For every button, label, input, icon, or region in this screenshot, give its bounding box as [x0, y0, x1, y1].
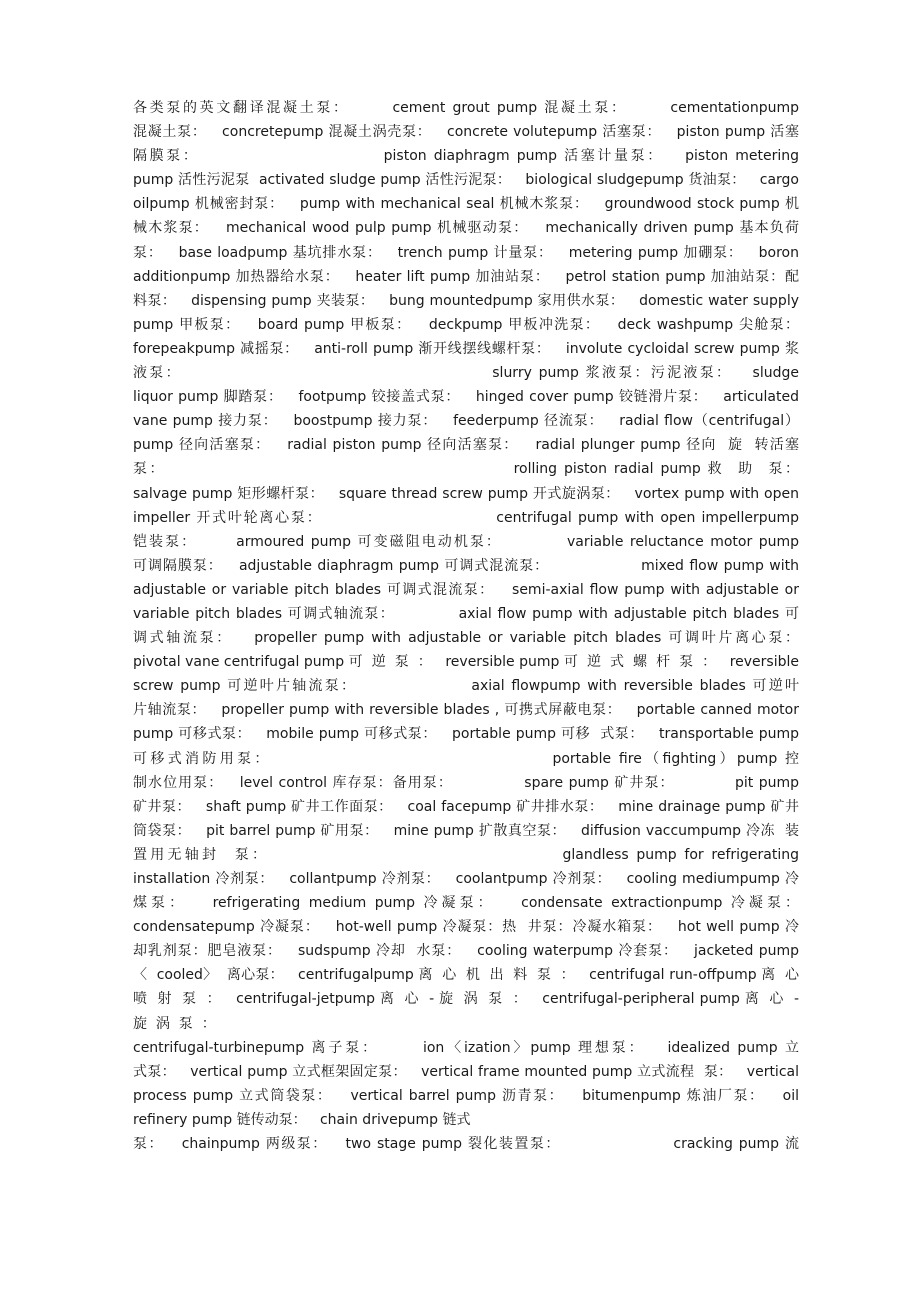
text-line: 铠装泵： armoured pump 可变磁阻电动机泵： variable reluctance motor pump	[133, 533, 799, 550]
text-line: 可调隔膜泵： adjustable diaphragm pump 可调式混流泵： mixed flow pump with	[133, 557, 799, 574]
text-line: 片轴流泵： propeller pump with reversible blades , 可携式屏蔽电泵： portable canned motor	[133, 702, 799, 719]
text-line: 喷 射 泵 ： centrifugal-jetpump 离 心 - 旋 涡 泵 ： centrifugal-peripheral pump 离 心 -	[133, 991, 799, 1008]
text-line: screw pump 可逆叶片轴流泵： axial flowpump with reversible blades 可逆叶	[133, 678, 799, 695]
text-line: 泵： rolling piston radial pump 救 助 泵：	[133, 461, 799, 478]
text-line: 各类泵的英文翻译混凝土泵： cement grout pump 混凝土泵： cementationpump	[133, 100, 799, 116]
text-line: 泵： base loadpump 基坑排水泵： trench pump 计量泵： metering pump 加硼泵： boron	[133, 244, 799, 261]
text-line: pump 可移式泵： mobile pump 可移式泵： portable pump 可移 式泵： transportable pump	[133, 726, 799, 743]
text-line: 可移式消防用泵： portable fire（fighting）pump 控	[133, 750, 799, 767]
text-line: liquor pump 脚踏泵： footpump 铰接盖式泵： hinged cover pump 铰链滑片泵： articulated	[133, 389, 799, 406]
text-line: 却乳剂泵：肥皂液泵： sudspump 冷却 水泵： cooling waterpump 冷套泵： jacketed pump	[133, 943, 799, 960]
text-line: pivotal vane centrifugal pump 可 逆 泵 ： reversible pump 可 逆 式 螺 杆 泵 ： reversible	[133, 654, 799, 671]
text-line: 混凝土泵： concretepump 混凝土涡壳泵： concrete volutepump 活塞泵： piston pump 活塞	[133, 124, 799, 141]
text-line: 矿井泵： shaft pump 矿井工作面泵： coal facepump 矿井排水泵： mine drainage pump 矿井	[133, 798, 799, 815]
text-line: 筒袋泵： pit barrel pump 矿用泵： mine pump 扩散真空泵： diffusion vaccumpump 冷冻 装	[133, 822, 799, 839]
text-line: 煤泵： refrigerating medium pump 冷凝泵： condensate extractionpump 冷凝泵：	[133, 895, 799, 912]
text-line: 调式轴流泵： propeller pump with adjustable or variable pitch blades 可调叶片离心泵：	[133, 630, 799, 647]
text-line: 液泵： slurry pump 浆液泵：污泥液泵： sludge	[133, 365, 799, 382]
text-line: refinery pump 链传动泵： chain drivepump 链式	[133, 1111, 471, 1128]
text-line: variable pitch blades 可调式轴流泵： axial flow pump with adjustable pitch blades 可	[133, 605, 799, 622]
text-line: 械木浆泵： mechanical wood pulp pump 机械驱动泵： mechanically driven pump 基本负荷	[133, 220, 799, 237]
text-line: adjustable or variable pitch blades 可调式混流泵： semi-axial flow pump with adjustable or	[133, 581, 799, 598]
text-line: salvage pump 矩形螺杆泵： square thread screw pump 开式旋涡泵： vortex pump with open	[133, 485, 799, 502]
text-line: process pump 立式筒袋泵： vertical barrel pump 沥青泵： bitumenpump 炼油厂泵： oil	[133, 1087, 799, 1104]
text-line: 旋 涡 泵 ：	[133, 1015, 216, 1032]
text-line: 〈 cooled〉 离心泵： centrifugalpump 离 心 机 出 料 泵 ： centrifugal run-offpump 离 心	[133, 967, 799, 984]
text-line: 隔膜泵： piston diaphragm pump 活塞计量泵： piston metering	[133, 148, 799, 165]
text-line: impeller 开式叶轮离心泵： centrifugal pump with open impellerpump	[133, 509, 799, 526]
text-line: additionpump 加热器给水泵： heater lift pump 加油站泵： petrol station pump 加油站泵：配	[133, 268, 799, 285]
text-line: condensatepump 冷凝泵： hot-well pump 冷凝泵：热 井泵：冷凝水箱泵： hot well pump 冷	[133, 919, 799, 936]
text-line: centrifugal-turbinepump 离子泵： ion〈ization〉pump 理想泵： idealized pump 立	[133, 1039, 799, 1056]
document-body	[133, 96, 799, 1156]
text-line: pump 径向活塞泵： radial piston pump 径向活塞泵： radial plunger pump 径向 旋 转活塞	[133, 437, 799, 454]
text-line: oilpump 机械密封泵： pump with mechanical seal 机械木浆泵： groundwood stock pump 机	[133, 196, 799, 213]
text-line: forepeakpump 减摇泵： anti-roll pump 渐开线摆线螺杆泵： involute cycloidal screw pump 浆	[133, 340, 799, 357]
text-line: 置用无轴封 泵： glandless pump for refrigerating	[133, 846, 799, 863]
text-line: 料泵： dispensing pump 夹装泵： bung mountedpump 家用供水泵： domestic water supply	[133, 292, 799, 309]
text-line: 泵： chainpump 两级泵： two stage pump 裂化装置泵： cracking pump 流	[133, 1136, 799, 1153]
text-line: pump 甲板泵： board pump 甲板泵： deckpump 甲板冲洗泵： deck washpump 尖舱泵：	[133, 316, 799, 333]
text-line: pump 活性污泥泵 activated sludge pump 活性污泥泵： biological sludgepump 货油泵： cargo	[133, 172, 799, 189]
text-line: 制水位用泵： level control 库存泵：备用泵： spare pump 矿井泵： pit pump	[133, 774, 799, 791]
text-line: vane pump 接力泵： boostpump 接力泵： feederpump 径流泵： radial flow（centrifugal）	[133, 413, 799, 430]
text-line: 式泵： vertical pump 立式框架固定泵： vertical frame mounted pump 立式流程 泵： vertical	[133, 1063, 799, 1080]
text-line: installation 冷剂泵： collantpump 冷剂泵： coolantpump 冷剂泵： cooling mediumpump 冷	[133, 871, 799, 887]
